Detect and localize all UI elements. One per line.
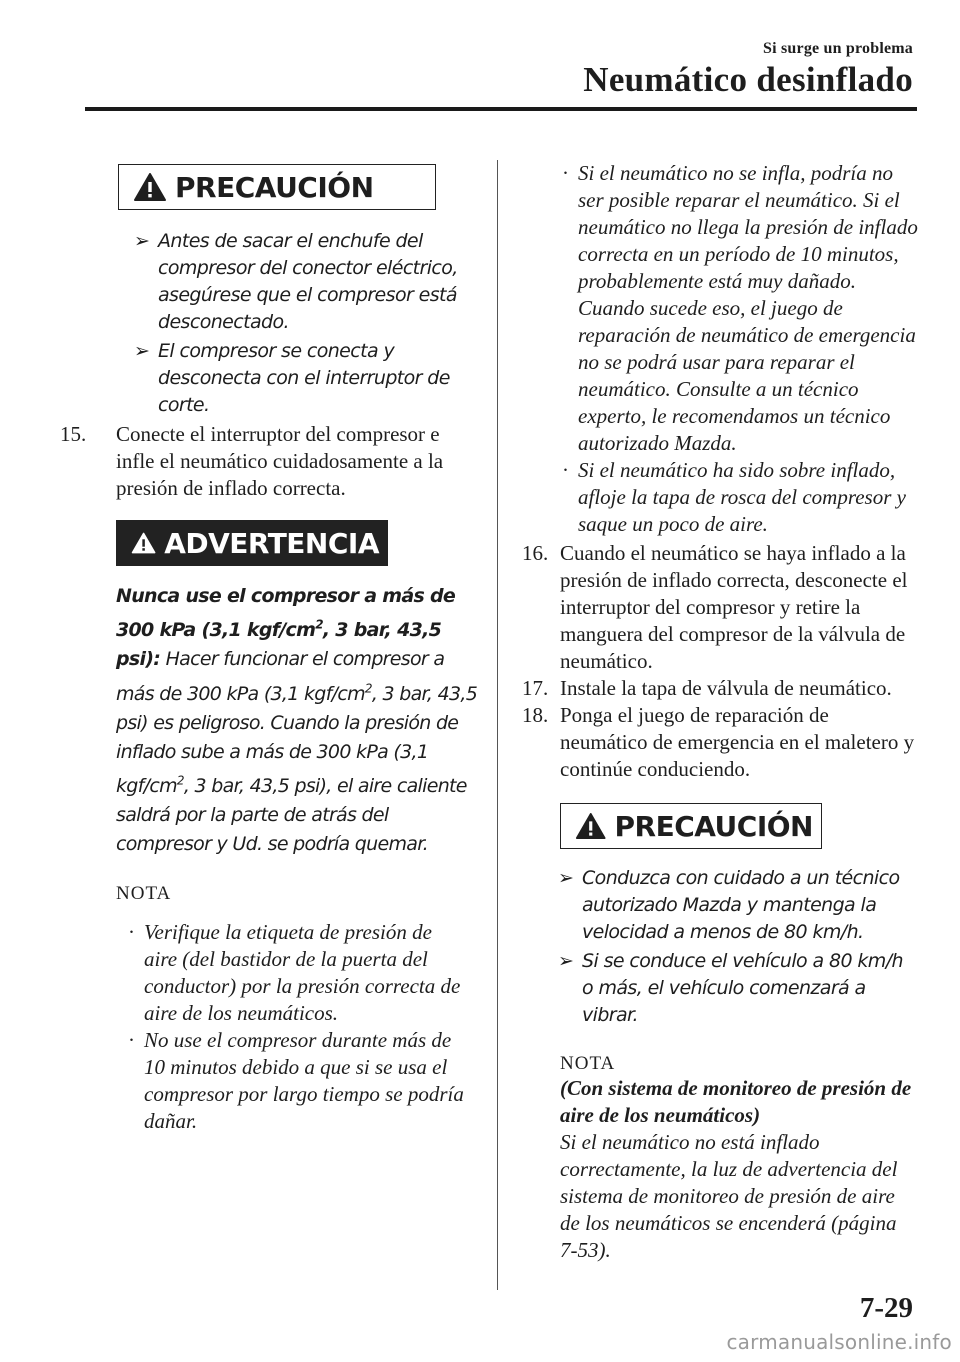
left-column — [60, 164, 480, 1135]
note-continued — [522, 160, 918, 538]
right-column — [522, 160, 922, 1264]
caution-item: ➢ Antes de sacar el enchufe del compresor del conector eléctrico, asegúrese que el compresor está desconectado. — [134, 230, 458, 333]
warning-triangle-icon — [133, 172, 167, 202]
section-label: Si surge un problema — [763, 40, 913, 57]
step-15: 15. Conecte el interruptor del compresor e infle el neumático cuidadosamente a la presión de inflado correcta. — [60, 422, 444, 500]
step-16: 16. Cuando el neumático se haya inflado a la presión de inflado correcta, desconecte el interruptor del compresor y retire la manguera del compresor de la válvula de neumático. — [522, 541, 908, 673]
caution-label: PRECAUCIÓN — [614, 809, 813, 843]
steps-list — [522, 540, 917, 783]
note-text: Si el neumático no está inflado correctamente, la luz de advertencia del sistema de monitoreo de presión de aire de los neumáticos se encenderá (página 7-53). — [560, 1130, 898, 1262]
warning-triangle-icon — [575, 811, 606, 841]
note-label: NOTA — [560, 1053, 616, 1074]
arrow-icon: ➢ — [558, 950, 574, 972]
note-item: · Verifique la etiqueta de presión de aire (del bastidor de la puerta del conductor) por la presión correcta de aire de los neumáticos. — [128, 919, 461, 1025]
note-2 — [522, 1053, 916, 1264]
watermark: carmanualsonline.info — [726, 1330, 952, 1354]
note-subtitle: (Con sistema de monitoreo de presión de aire de los neumáticos) — [560, 1076, 912, 1127]
note-list — [60, 919, 470, 1135]
page-number: 7-29 — [859, 1292, 913, 1324]
note-item: · Si el neumático no se infla, podría no ser posible reparar el neumático. Si el neumático no llega la presión de inflado correcta en un período de 10 minutos, probablemente está muy dañado. Cuando sucede eso, el juego de reparación de neumático de emergencia no se podrá usar para reparar el neumático. Consulte a un técnico experto, le recomendamos un técnico autorizado Mazda. — [562, 161, 918, 455]
caution-label: PRECAUCIÓN — [175, 170, 374, 204]
header-rule — [85, 107, 917, 111]
warning-box — [116, 520, 388, 566]
warning-label: ADVERTENCIA — [164, 526, 379, 560]
arrow-icon: ➢ — [558, 867, 574, 889]
column-divider — [497, 160, 498, 1290]
note-label: NOTA — [116, 882, 172, 904]
caution-box — [118, 164, 436, 210]
caution-list — [522, 865, 918, 1029]
warning-text: Nunca use el compresor a más de 300 kPa (3,1 kgf/$cm^2$, 3 bar, 43,5 psi): Hacer funcionar el compresor a más de 300 kPa (3,1 kgf/$cm^2$, 3 bar, 43,5 psi) es peligroso. Cuando la presión de inflado sube a más de 300 kPa (3,1 kgf/$cm^2$, 3 bar, 43,5 psi), el aire caliente saldrá por la parte de atrás del compresor y Ud. se podría quemar. — [116, 585, 478, 855]
step-17: 17. Instale la tapa de válvula de neumático. — [522, 676, 892, 700]
step-18: 18. Ponga el juego de reparación de neumático de emergencia en el maletero y continúe conduciendo. — [522, 703, 915, 781]
page-title: Neumático desinflado — [583, 60, 913, 99]
caution-item: ➢ Si se conduce el vehículo a 80 km/h o más, el vehículo comenzará a vibrar. — [558, 950, 903, 1026]
caution-box — [560, 803, 822, 849]
warning-triangle-icon — [131, 528, 156, 558]
caution-item: ➢ El compresor se conecta y desconecta con el interruptor de corte. — [134, 340, 450, 416]
arrow-icon: ➢ — [134, 340, 150, 362]
note-item: · Si el neumático ha sido sobre inflado, afloje la tapa de rosca del compresor y saque un poco de aire. — [562, 458, 906, 536]
caution-list — [60, 228, 480, 419]
caution-item: ➢ Conduzca con cuidado a un técnico autorizado Mazda y mantenga la velocidad a menos de 80 km/h. — [558, 867, 900, 943]
note-item: · No use el compresor durante más de 10 minutos debido a que si se usa el compresor por largo tiempo se podría dañar. — [128, 1027, 464, 1133]
arrow-icon: ➢ — [134, 230, 150, 252]
